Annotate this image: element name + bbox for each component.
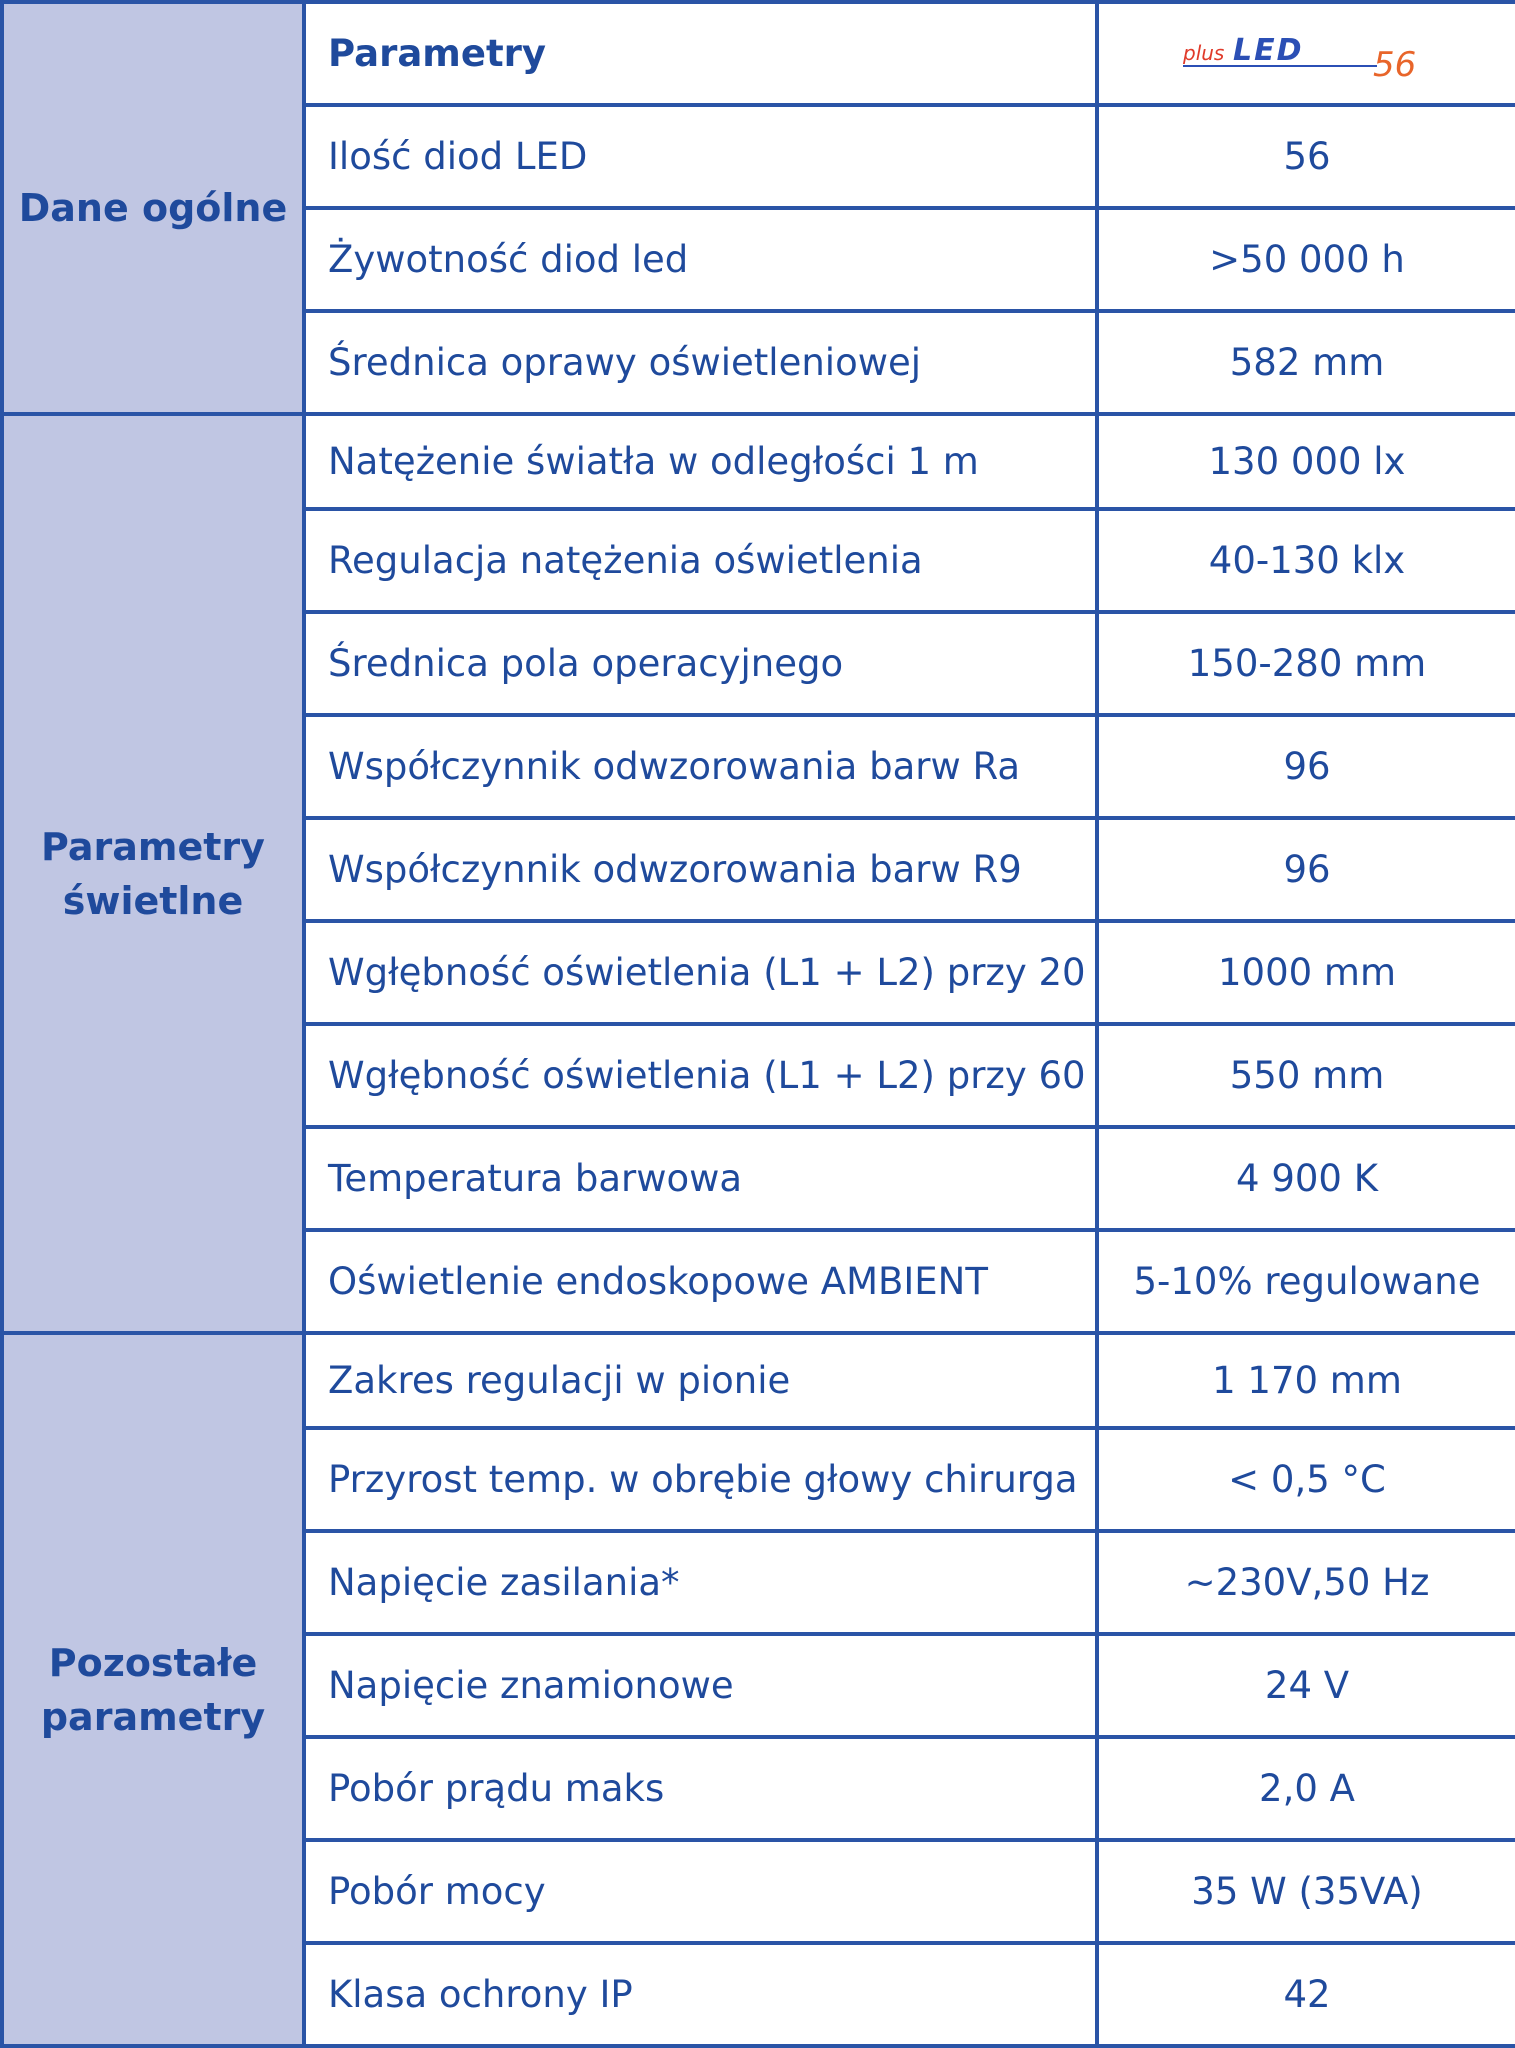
header-param-label: Parametry xyxy=(304,2,1097,105)
param-name: Przyrost temp. w obrębie głowy chirurga xyxy=(304,1428,1097,1531)
param-name: Współczynnik odwzorowania barw R9 xyxy=(304,818,1097,921)
group-label-line: parametry xyxy=(40,1694,266,1739)
param-value: 96 xyxy=(1097,715,1515,818)
param-name: Wgłębność oświetlenia (L1 + L2) przy 60 xyxy=(304,1024,1097,1127)
table-header-row xyxy=(2,2,1515,105)
param-name: Regulacja natężenia oświetlenia xyxy=(304,509,1097,612)
svg-text:LED: LED xyxy=(1233,32,1304,68)
param-value: 24 V xyxy=(1097,1634,1515,1737)
param-value: 56 xyxy=(1097,105,1515,208)
param-name: Ilość diod LED xyxy=(304,105,1097,208)
param-name: Napięcie zasilania* xyxy=(304,1531,1097,1634)
table-row xyxy=(2,1333,1515,1428)
param-value: 42 xyxy=(1097,1943,1515,2046)
plusled56-logo xyxy=(1177,22,1437,86)
param-value: < 0,5 °C xyxy=(1097,1428,1515,1531)
svg-text:plus: plus xyxy=(1183,40,1225,65)
param-name: Wgłębność oświetlenia (L1 + L2) przy 20 xyxy=(304,921,1097,1024)
product-logo-cell xyxy=(1097,2,1515,105)
param-name: Klasa ochrony IP xyxy=(304,1943,1097,2046)
param-name: Oświetlenie endoskopowe AMBIENT xyxy=(304,1230,1097,1333)
param-name: Zakres regulacji w pionie xyxy=(304,1333,1097,1428)
group-dane-ogolne xyxy=(2,2,304,414)
param-value: 150-280 mm xyxy=(1097,612,1515,715)
param-value: 130 000 lx xyxy=(1097,414,1515,509)
param-value: >50 000 h xyxy=(1097,208,1515,311)
group-label-line: Pozostałe xyxy=(48,1640,258,1685)
param-value: 35 W (35VA) xyxy=(1097,1840,1515,1943)
param-name: Średnica pola operacyjnego xyxy=(304,612,1097,715)
param-name: Pobór prądu maks xyxy=(304,1737,1097,1840)
param-name: Średnica oprawy oświetleniowej xyxy=(304,311,1097,414)
param-value: 4 900 K xyxy=(1097,1127,1515,1230)
param-value: 1 170 mm xyxy=(1097,1333,1515,1428)
group-parametry-swietlne xyxy=(2,414,304,1333)
svg-text:56: 56 xyxy=(1373,44,1417,85)
param-name: Pobór mocy xyxy=(304,1840,1097,1943)
group-pozostale-parametry xyxy=(2,1333,304,2046)
group-label-line: Parametry xyxy=(41,824,265,869)
param-value: 5-10% regulowane xyxy=(1097,1230,1515,1333)
param-name: Napięcie znamionowe xyxy=(304,1634,1097,1737)
param-value: 550 mm xyxy=(1097,1024,1515,1127)
param-name: Żywotność diod led xyxy=(304,208,1097,311)
group-label-line: Dane ogólne xyxy=(18,186,288,230)
param-value: 96 xyxy=(1097,818,1515,921)
param-value: 40-130 klx xyxy=(1097,509,1515,612)
param-value: ~230V,50 Hz xyxy=(1097,1531,1515,1634)
param-name: Współczynnik odwzorowania barw Ra xyxy=(304,715,1097,818)
param-name: Natężenie światła w odległości 1 m xyxy=(304,414,1097,509)
param-value: 1000 mm xyxy=(1097,921,1515,1024)
group-label-line: świetlne xyxy=(62,878,244,923)
param-value: 582 mm xyxy=(1097,311,1515,414)
param-value: 2,0 A xyxy=(1097,1737,1515,1840)
param-name: Temperatura barwowa xyxy=(304,1127,1097,1230)
table-row xyxy=(2,414,1515,509)
